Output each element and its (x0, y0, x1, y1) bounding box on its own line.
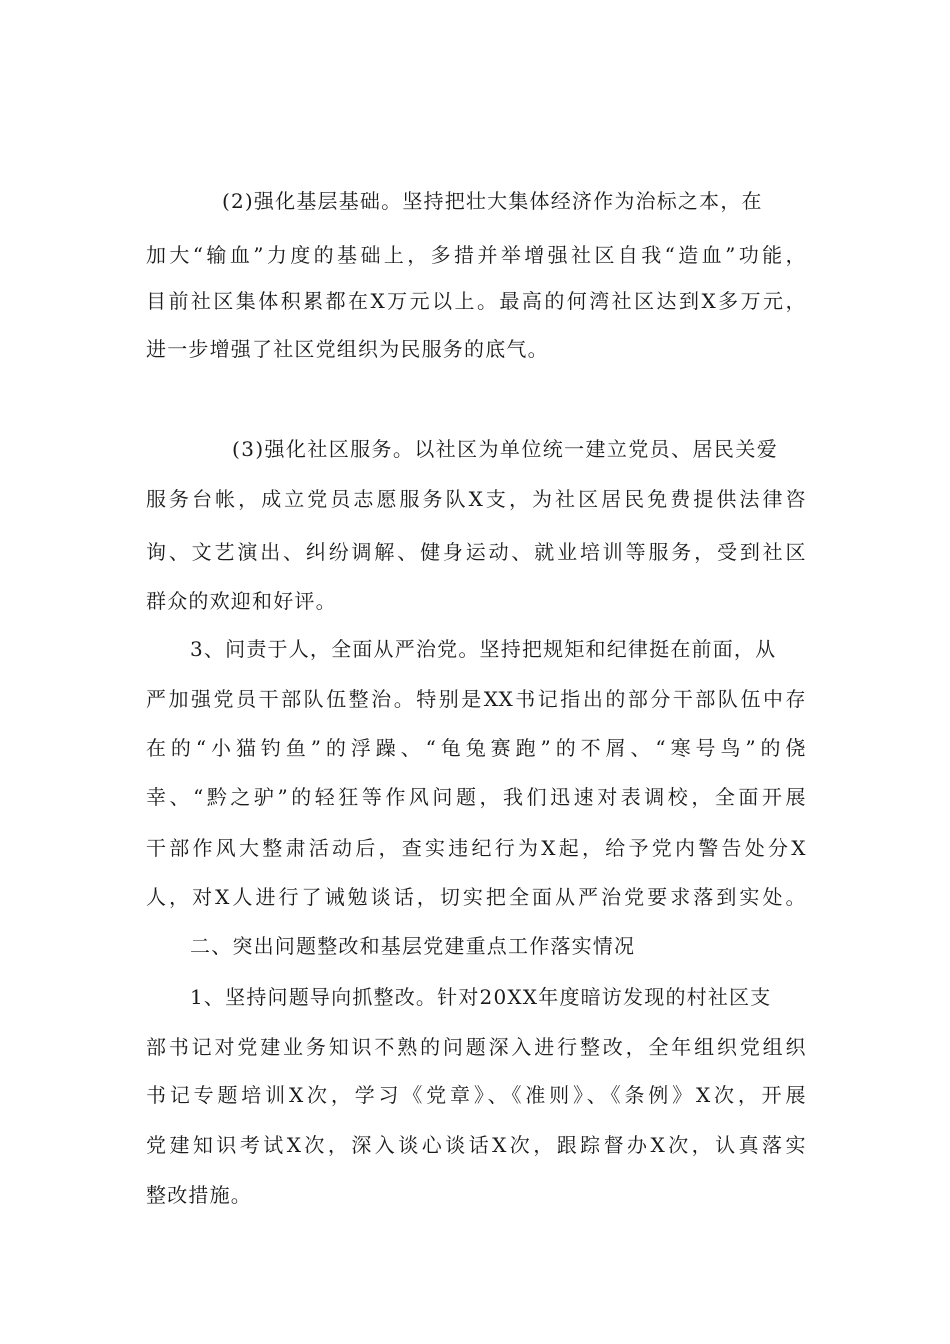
section-heading: 二、突出问题整改和基层党建重点工作落实情况 (190, 934, 636, 958)
text-line: 整改措施。 (146, 1183, 252, 1207)
text-line: 干部作风大整肃活动后，查实违纪行为X起，给予党内警告处分X (146, 836, 806, 860)
text-line: 群众的欢迎和好评。 (146, 589, 337, 613)
text-line: 书记专题培训X次，学习《党章》、《准则》、《条例》X次，开展 (146, 1083, 806, 1107)
text-line: 1、坚持问题导向抓整改。针对20XX年度暗访发现的村社区支 (190, 985, 772, 1009)
text-line: (2)强化基层基础。坚持把壮大集体经济作为治标之本，在 (222, 189, 763, 213)
text-line: 部书记对党建业务知识不熟的问题深入进行整改，全年组织党组织 (146, 1035, 806, 1059)
text-line: 目前社区集体积累都在X万元以上。最高的何湾社区达到X多万元， (146, 289, 806, 313)
text-line: 幸、“黔之驴”的轻狂等作风问题，我们迅速对表调校，全面开展 (146, 785, 806, 809)
text-line: 进一步增强了社区党组织为民服务的底气。 (146, 337, 549, 361)
text-line: 严加强党员干部队伍整治。特别是XX书记指出的部分干部队伍中存 (146, 687, 806, 711)
text-line: 人，对X人进行了诫勉谈话，切实把全面从严治党要求落到实处。 (146, 885, 806, 909)
text-line: 服务台帐，成立党员志愿服务队X支，为社区居民免费提供法律咨 (146, 487, 806, 511)
text-line: (3)强化社区服务。以社区为单位统一建立党员、居民关爱 (232, 437, 779, 461)
text-line: 在的“小猫钓鱼”的浮躁、“龟兔赛跑”的不屑、“寒号鸟”的侥 (146, 736, 806, 760)
text-line: 加大“输血”力度的基础上，多措并举增强社区自我“造血”功能， (146, 243, 806, 267)
text-line: 3、问责于人，全面从严治党。坚持把规矩和纪律挺在前面，从 (190, 637, 777, 661)
text-line: 询、文艺演出、纠纷调解、健身运动、就业培训等服务，受到社区 (146, 540, 806, 564)
text-line: 党建知识考试X次，深入谈心谈话X次，跟踪督办X次，认真落实 (146, 1133, 806, 1157)
